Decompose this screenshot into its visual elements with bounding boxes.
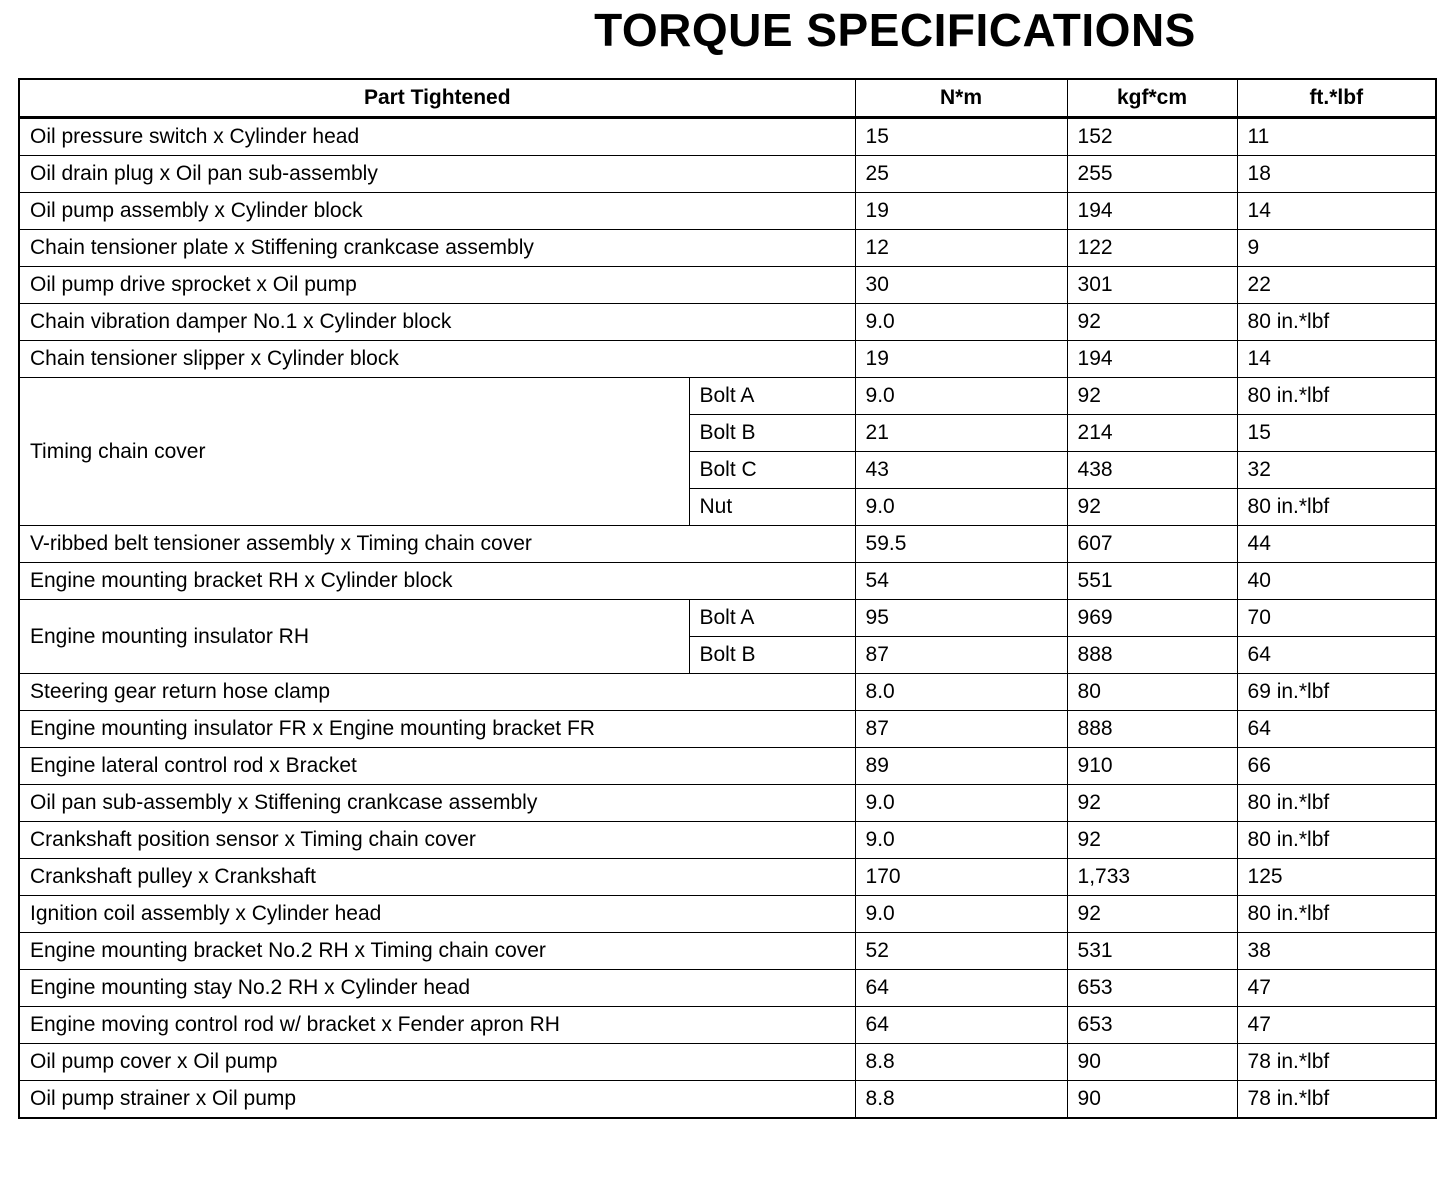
part-name-cell: Engine moving control rod w/ bracket x Fender apron RH: [19, 1007, 855, 1044]
table-row: [19, 674, 1436, 711]
part-name-cell: Oil pump cover x Oil pump: [19, 1044, 855, 1081]
kgf-value-cell: 969: [1067, 600, 1237, 637]
kgf-value-cell: 653: [1067, 970, 1237, 1007]
ft-value-cell: 80 in.*lbf: [1237, 378, 1436, 415]
torque-spec-table: [18, 78, 1437, 1119]
table-row: [19, 304, 1436, 341]
ft-value-cell: 64: [1237, 637, 1436, 674]
part-name-cell: Engine mounting stay No.2 RH x Cylinder head: [19, 970, 855, 1007]
nm-value-cell: 95: [855, 600, 1067, 637]
nm-value-cell: 21: [855, 415, 1067, 452]
part-name-cell: Engine mounting insulator FR x Engine mounting bracket FR: [19, 711, 855, 748]
ft-value-cell: 47: [1237, 1007, 1436, 1044]
nm-value-cell: 9.0: [855, 785, 1067, 822]
sub-part-cell: Bolt B: [689, 637, 855, 674]
ft-value-cell: 14: [1237, 193, 1436, 230]
part-name-cell: Oil pump strainer x Oil pump: [19, 1081, 855, 1119]
ft-value-cell: 9: [1237, 230, 1436, 267]
kgf-value-cell: 90: [1067, 1081, 1237, 1119]
ft-value-cell: 44: [1237, 526, 1436, 563]
nm-value-cell: 8.8: [855, 1081, 1067, 1119]
nm-value-cell: 59.5: [855, 526, 1067, 563]
ft-value-cell: 78 in.*lbf: [1237, 1044, 1436, 1081]
nm-value-cell: 54: [855, 563, 1067, 600]
table-row: [19, 563, 1436, 600]
ft-value-cell: 38: [1237, 933, 1436, 970]
nm-value-cell: 8.8: [855, 1044, 1067, 1081]
ft-value-cell: 80 in.*lbf: [1237, 489, 1436, 526]
nm-value-cell: 30: [855, 267, 1067, 304]
nm-value-cell: 9.0: [855, 378, 1067, 415]
part-name-cell: Chain tensioner slipper x Cylinder block: [19, 341, 855, 378]
ft-value-cell: 80 in.*lbf: [1237, 304, 1436, 341]
ft-value-cell: 11: [1237, 118, 1436, 156]
table-row: [19, 341, 1436, 378]
kgf-value-cell: 653: [1067, 1007, 1237, 1044]
table-row: [19, 896, 1436, 933]
nm-value-cell: 170: [855, 859, 1067, 896]
part-name-cell: V-ribbed belt tensioner assembly x Timing chain cover: [19, 526, 855, 563]
table-row: [19, 118, 1436, 156]
part-name-cell: Oil pump assembly x Cylinder block: [19, 193, 855, 230]
table-row: [19, 1007, 1436, 1044]
part-name-cell: Chain tensioner plate x Stiffening crankcase assembly: [19, 230, 855, 267]
kgf-value-cell: 152: [1067, 118, 1237, 156]
part-name-cell: Engine mounting bracket RH x Cylinder block: [19, 563, 855, 600]
nm-value-cell: 15: [855, 118, 1067, 156]
kgf-value-cell: 438: [1067, 452, 1237, 489]
part-name-cell: Chain vibration damper No.1 x Cylinder block: [19, 304, 855, 341]
ft-value-cell: 47: [1237, 970, 1436, 1007]
sub-part-cell: Bolt A: [689, 378, 855, 415]
kgf-value-cell: 80: [1067, 674, 1237, 711]
kgf-value-cell: 531: [1067, 933, 1237, 970]
table-row: [19, 822, 1436, 859]
ft-value-cell: 78 in.*lbf: [1237, 1081, 1436, 1119]
nm-value-cell: 9.0: [855, 896, 1067, 933]
kgf-value-cell: 1,733: [1067, 859, 1237, 896]
nm-value-cell: 9.0: [855, 822, 1067, 859]
ft-value-cell: 40: [1237, 563, 1436, 600]
sub-part-cell: Bolt A: [689, 600, 855, 637]
kgf-value-cell: 888: [1067, 637, 1237, 674]
ft-value-cell: 80 in.*lbf: [1237, 785, 1436, 822]
kgf-value-cell: 910: [1067, 748, 1237, 785]
nm-value-cell: 89: [855, 748, 1067, 785]
ft-value-cell: 80 in.*lbf: [1237, 822, 1436, 859]
nm-value-cell: 87: [855, 637, 1067, 674]
kgf-value-cell: 92: [1067, 896, 1237, 933]
nm-value-cell: 19: [855, 341, 1067, 378]
part-name-cell: Timing chain cover: [19, 378, 689, 526]
table-row: [19, 748, 1436, 785]
nm-value-cell: 9.0: [855, 489, 1067, 526]
part-name-cell: Oil pump drive sprocket x Oil pump: [19, 267, 855, 304]
kgf-value-cell: 194: [1067, 341, 1237, 378]
kgf-value-cell: 122: [1067, 230, 1237, 267]
nm-value-cell: 12: [855, 230, 1067, 267]
part-name-cell: Steering gear return hose clamp: [19, 674, 855, 711]
table-row: [19, 230, 1436, 267]
sub-part-cell: Nut: [689, 489, 855, 526]
nm-value-cell: 64: [855, 1007, 1067, 1044]
ft-value-cell: 80 in.*lbf: [1237, 896, 1436, 933]
part-name-cell: Oil drain plug x Oil pan sub-assembly: [19, 156, 855, 193]
nm-value-cell: 43: [855, 452, 1067, 489]
nm-value-cell: 25: [855, 156, 1067, 193]
nm-value-cell: 19: [855, 193, 1067, 230]
ft-value-cell: 66: [1237, 748, 1436, 785]
ft-value-cell: 70: [1237, 600, 1436, 637]
part-name-cell: Engine mounting insulator RH: [19, 600, 689, 674]
part-name-cell: Engine mounting bracket No.2 RH x Timing chain cover: [19, 933, 855, 970]
header-part-tightened: Part Tightened: [19, 79, 855, 118]
sub-part-cell: Bolt B: [689, 415, 855, 452]
kgf-value-cell: 92: [1067, 489, 1237, 526]
nm-value-cell: 9.0: [855, 304, 1067, 341]
table-row: [19, 970, 1436, 1007]
table-row: [19, 933, 1436, 970]
nm-value-cell: 52: [855, 933, 1067, 970]
header-kgf-cm: kgf*cm: [1067, 79, 1237, 118]
table-row: [19, 1081, 1436, 1119]
ft-value-cell: 32: [1237, 452, 1436, 489]
part-name-cell: Oil pan sub-assembly x Stiffening crankcase assembly: [19, 785, 855, 822]
kgf-value-cell: 194: [1067, 193, 1237, 230]
ft-value-cell: 15: [1237, 415, 1436, 452]
kgf-value-cell: 92: [1067, 822, 1237, 859]
table-row: [19, 785, 1436, 822]
kgf-value-cell: 92: [1067, 378, 1237, 415]
header-nm: N*m: [855, 79, 1067, 118]
page-title: TORQUE SPECIFICATIONS: [594, 4, 1196, 56]
table-row: [19, 378, 1436, 415]
ft-value-cell: 125: [1237, 859, 1436, 896]
part-name-cell: Crankshaft pulley x Crankshaft: [19, 859, 855, 896]
table-header-row: [19, 79, 1436, 118]
table-row: [19, 859, 1436, 896]
kgf-value-cell: 551: [1067, 563, 1237, 600]
kgf-value-cell: 607: [1067, 526, 1237, 563]
part-name-cell: Crankshaft position sensor x Timing chain cover: [19, 822, 855, 859]
ft-value-cell: 69 in.*lbf: [1237, 674, 1436, 711]
kgf-value-cell: 92: [1067, 304, 1237, 341]
kgf-value-cell: 301: [1067, 267, 1237, 304]
ft-value-cell: 14: [1237, 341, 1436, 378]
kgf-value-cell: 888: [1067, 711, 1237, 748]
sub-part-cell: Bolt C: [689, 452, 855, 489]
ft-value-cell: 64: [1237, 711, 1436, 748]
table-row: [19, 193, 1436, 230]
part-name-cell: Engine lateral control rod x Bracket: [19, 748, 855, 785]
table-row: [19, 1044, 1436, 1081]
ft-value-cell: 18: [1237, 156, 1436, 193]
header-ft-lbf: ft.*lbf: [1237, 79, 1436, 118]
kgf-value-cell: 92: [1067, 785, 1237, 822]
kgf-value-cell: 90: [1067, 1044, 1237, 1081]
kgf-value-cell: 214: [1067, 415, 1237, 452]
table-row: [19, 156, 1436, 193]
kgf-value-cell: 255: [1067, 156, 1237, 193]
table-row: [19, 267, 1436, 304]
nm-value-cell: 87: [855, 711, 1067, 748]
table-row: [19, 600, 1436, 637]
table-row: [19, 711, 1436, 748]
table-row: [19, 526, 1436, 563]
nm-value-cell: 64: [855, 970, 1067, 1007]
ft-value-cell: 22: [1237, 267, 1436, 304]
part-name-cell: Ignition coil assembly x Cylinder head: [19, 896, 855, 933]
part-name-cell: Oil pressure switch x Cylinder head: [19, 118, 855, 156]
nm-value-cell: 8.0: [855, 674, 1067, 711]
table-body: [19, 118, 1436, 1119]
